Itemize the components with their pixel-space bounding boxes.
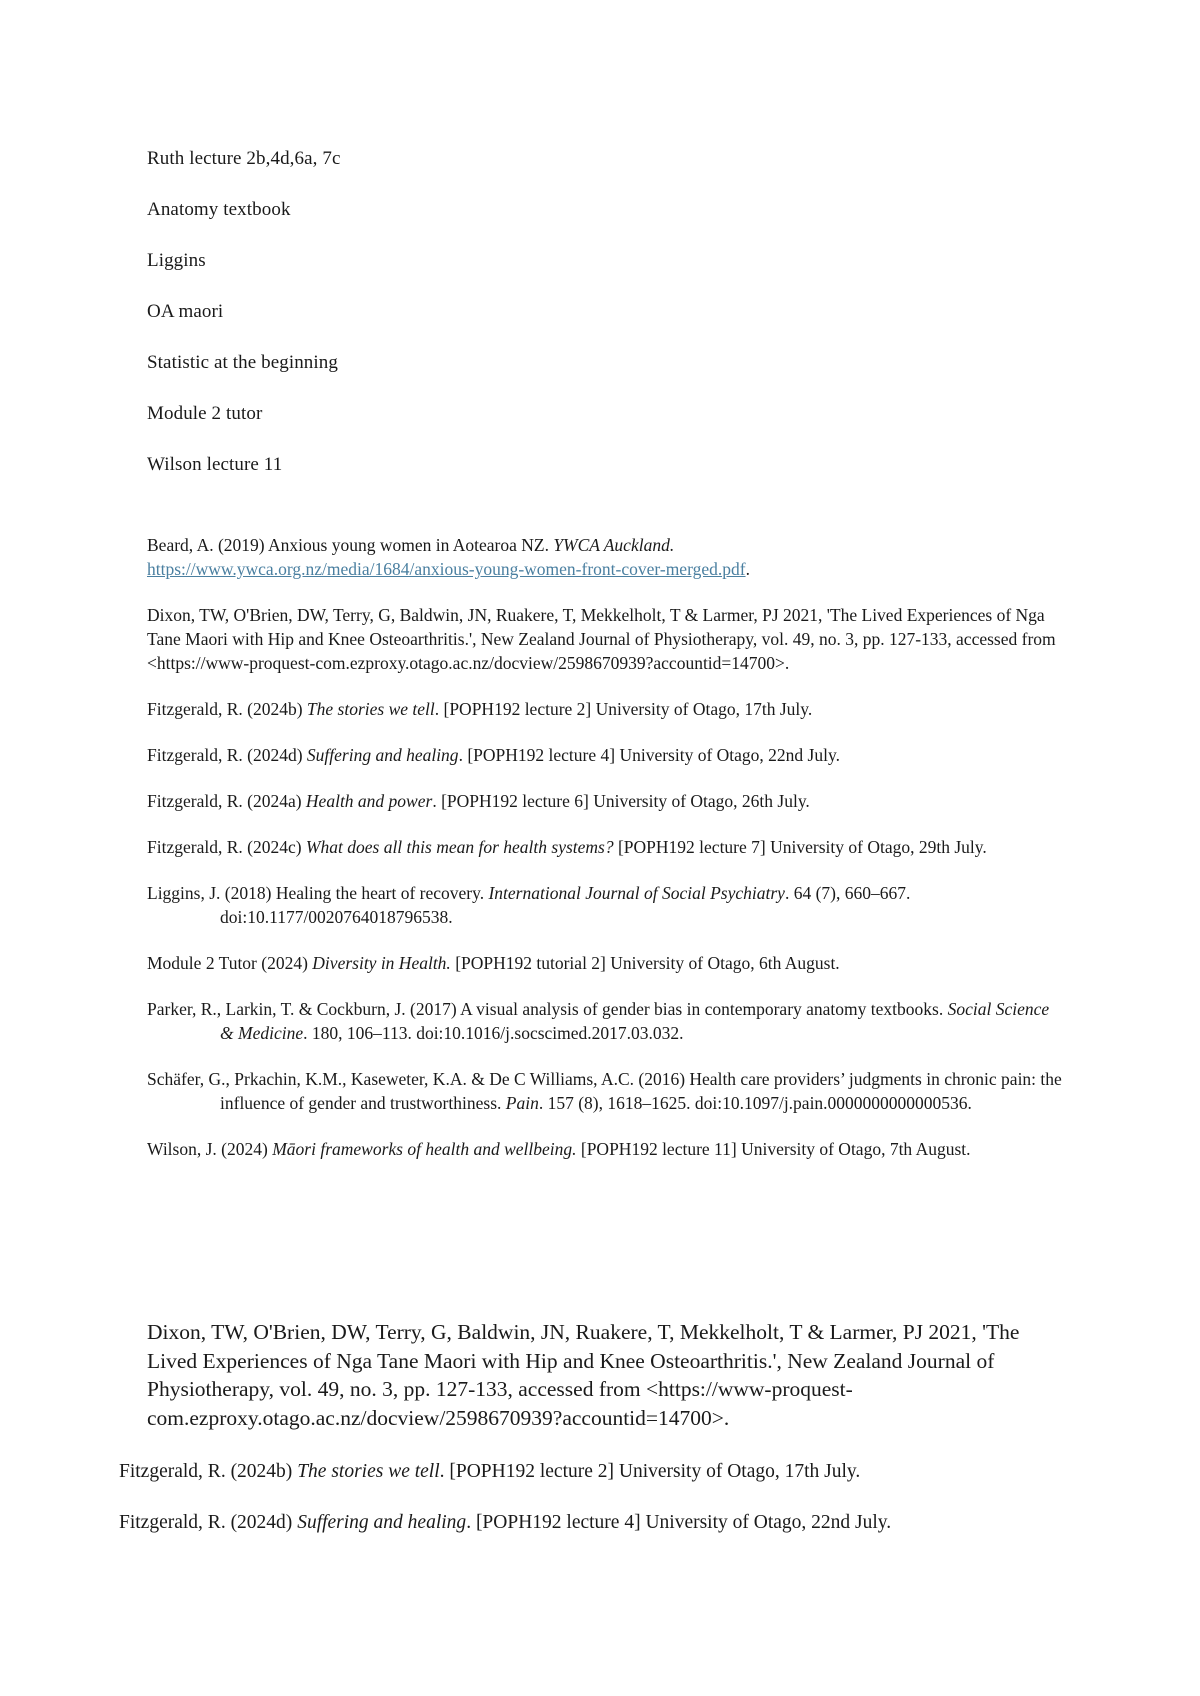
ref-text: Fitzgerald, R. (2024a) (147, 791, 306, 811)
ref-text: . 180, 106–113. doi:10.1016/j.socscimed.2017.03.032. (303, 1023, 684, 1043)
note-line: Wilson lecture 11 (147, 454, 283, 475)
ref-text: . 64 (7), 660–667. doi:10.1177/0020764018796538. (220, 883, 911, 927)
ref-text: Fitzgerald, R. (2024d) (147, 745, 307, 765)
ref-italic: The stories we tell (297, 1461, 440, 1482)
reference-link[interactable]: https://www.ywca.org.nz/media/1684/anxious-young-women-front-cover-merged.pdf (147, 559, 746, 579)
note-line: OA maori (147, 301, 224, 322)
ref-text: Fitzgerald, R. (2024b) (147, 699, 307, 719)
notes-list (147, 148, 1047, 505)
ref-text: . (745, 559, 750, 579)
ref-text: . [POPH192 lecture 4] University of Otago, 22nd July. (458, 745, 840, 765)
reference-parker (147, 997, 1067, 1045)
ref-italic: YWCA Auckland. (553, 535, 675, 555)
reference-wilson (147, 1137, 1067, 1161)
ref-italic: Diversity in Health. (312, 953, 451, 973)
reference-fitzgerald-d (147, 743, 1067, 767)
reference-fitzgerald-c (147, 835, 1067, 859)
note-line: Module 2 tutor (147, 403, 263, 424)
ref-text: Beard, A. (2019) Anxious young women in Aotearoa NZ. (147, 535, 554, 555)
reference-dixon-large: Dixon, TW, O'Brien, DW, Terry, G, Baldwin, JN, Ruakere, T, Mekkelholt, T & Larmer, PJ 2021, 'The Lived Experiences of Nga Tane Maori with Hip and Knee Osteoarthritis.', New Zealand Journal of Physiotherapy, vol. 49, no. 3, pp. 127-133, accessed from <https://www-proquest-com.ezproxy.otago.ac.nz/docview/2598670939?accountid=14700>. (147, 1320, 1020, 1430)
ref-text: Parker, R., Larkin, T. & Cockburn, J. (2017) A visual analysis of gender bias in contemporary anatomy textbooks. (147, 999, 948, 1019)
ref-text: . [POPH192 lecture 2] University of Otago, 17th July. (434, 699, 813, 719)
ref-text: [POPH192 lecture 7] University of Otago, 29th July. (613, 837, 987, 857)
ref-text: Wilson, J. (2024) (147, 1139, 273, 1159)
ref-text: [POPH192 lecture 11] University of Otago, 7th August. (576, 1139, 971, 1159)
ref-italic: Suffering and healing (306, 745, 459, 765)
ref-italic: Social Science & Medicine (220, 999, 1050, 1043)
ref-text: . [POPH192 lecture 2] University of Otago, 17th July. (439, 1461, 861, 1482)
note-line: Liggins (147, 250, 206, 271)
reference-list (147, 533, 1067, 1183)
note-line: Ruth lecture 2b,4d,6a, 7c (147, 148, 341, 169)
reference-liggins (147, 881, 1067, 929)
reference-fitzgerald-a (147, 789, 1067, 813)
reference-fitzgerald-b (147, 697, 1067, 721)
ref-italic: The stories we tell (306, 699, 435, 719)
ref-italic: Pain (505, 1093, 539, 1113)
ref-text: Fitzgerald, R. (2024b) (119, 1461, 298, 1482)
note-line: Anatomy textbook (147, 199, 291, 220)
ref-text: . 157 (8), 1618–1625. doi:10.1097/j.pain.0000000000000536. (538, 1093, 972, 1113)
ref-italic: Māori frameworks of health and wellbeing. (272, 1139, 577, 1159)
ref-text: . [POPH192 lecture 6] University of Otago, 26th July. (432, 791, 810, 811)
ref-text: Fitzgerald, R. (2024d) (119, 1512, 298, 1533)
ref-text: Fitzgerald, R. (2024c) (147, 837, 306, 857)
ref-italic: Suffering and healing (297, 1512, 467, 1533)
ref-italic: International Journal of Social Psychiatry (488, 883, 785, 903)
ref-text: Schäfer, G., Prkachin, K.M., Kaseweter, K.A. & De C Williams, A.C. (2016) Health care providers’ judgments in chronic pain: the influence of gender and trustworthiness. (147, 1069, 1062, 1113)
ref-italic: What does all this mean for health systems? (305, 837, 614, 857)
reference-fitzgerald-b-repeat (119, 1460, 1119, 1484)
ref-text: Liggins, J. (2018) Healing the heart of recovery. (147, 883, 489, 903)
reference-fitzgerald-d-repeat (119, 1511, 1119, 1535)
ref-text: Module 2 Tutor (2024) (147, 953, 313, 973)
reference-schafer (147, 1067, 1067, 1115)
reference-beard (147, 533, 1067, 581)
note-line: Statistic at the beginning (147, 352, 338, 373)
ref-italic: Health and power (305, 791, 433, 811)
reference-dixon: Dixon, TW, O'Brien, DW, Terry, G, Baldwin, JN, Ruakere, T, Mekkelholt, T & Larmer, PJ 2021, 'The Lived Experiences of Nga Tane Maori with Hip and Knee Osteoarthritis.', New Zealand Journal of Physiotherapy, vol. 49, no. 3, pp. 127-133, accessed from <https://www-proquest-com.ezproxy.otago.ac.nz/docview/2598670939?accountid=14700>. (147, 605, 1056, 673)
reference-module-2-tutor (147, 951, 1067, 975)
ref-text: [POPH192 tutorial 2] University of Otago, 6th August. (450, 953, 840, 973)
ref-text: . [POPH192 lecture 4] University of Otago, 22nd July. (466, 1512, 892, 1533)
